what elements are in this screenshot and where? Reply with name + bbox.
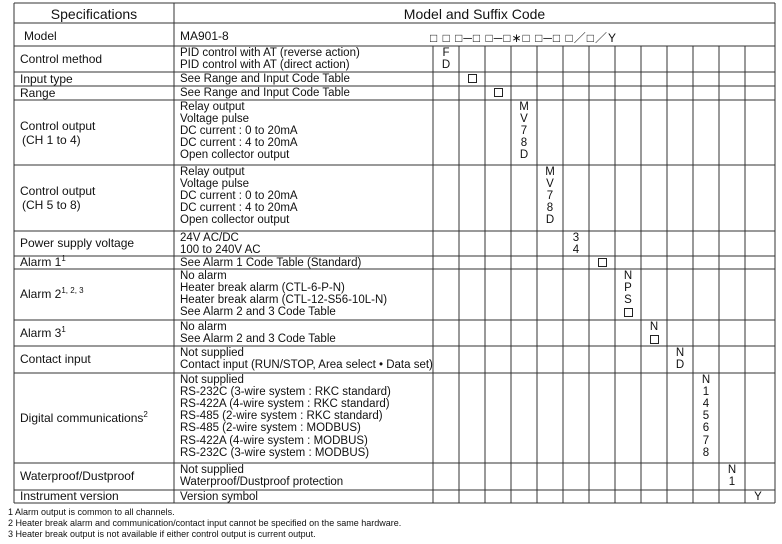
suffix-code: M	[519, 101, 529, 113]
suffix-code: D	[545, 214, 555, 227]
spec-option: Open collector output	[180, 214, 290, 227]
suffix-code: 5	[702, 410, 710, 423]
spec-label-sub: (CH 5 to 8)	[22, 198, 81, 212]
spec-option: PID control with AT (direct action)	[180, 59, 350, 72]
suffix-code: S	[624, 294, 632, 307]
spec-label: Range	[20, 85, 56, 100]
spec-option: Voltage pulse	[180, 178, 250, 191]
spec-label-sub: (CH 1 to 4)	[22, 132, 81, 147]
suffix-code: F	[442, 47, 450, 59]
footnote: 2 Heater break alarm and communication/contact input cannot be specified on the same hardware.	[8, 518, 402, 528]
spec-option: Not supplied	[180, 347, 244, 359]
spec-option: No alarm	[180, 270, 227, 282]
spec-option: DC current : 4 to 20mA	[180, 202, 298, 215]
spec-label: Control output	[20, 118, 96, 133]
spec-option: See Range and Input Code Table	[180, 73, 350, 85]
spec-option: Open collector output	[180, 149, 290, 162]
suffix-code	[465, 73, 479, 85]
spec-option: RS-485 (2-wire system : MODBUS)	[180, 422, 361, 435]
suffix-code: 7	[702, 434, 710, 447]
spec-label: Alarm $3^1$	[20, 324, 66, 340]
suffix-code: 6	[702, 422, 710, 435]
suffix-code	[595, 257, 609, 269]
suffix-code: N	[675, 347, 685, 359]
placeholder-box-icon	[494, 88, 503, 97]
spec-option: Contact input (RUN/STOP, Area select • Data set)	[180, 359, 433, 372]
spec-option: See Alarm 1 Code Table (Standard)	[180, 257, 362, 269]
suffix-code: D	[441, 59, 451, 72]
spec-option: DC current : 0 to 20mA	[180, 125, 298, 138]
spec-label: Instrument version	[20, 489, 119, 503]
placeholder-box-icon	[468, 74, 477, 83]
spec-option: Relay output	[180, 101, 245, 113]
spec-label: Waterproof/Dustproof	[20, 469, 135, 483]
spec-option: Waterproof/Dustproof protection	[180, 476, 344, 489]
suffix-code: D	[675, 359, 685, 372]
header-model-suffix: Model and Suffix Code	[403, 6, 546, 22]
footnote-ref: 1, 2, 3	[61, 286, 84, 295]
spec-label: Control output	[20, 184, 96, 198]
suffix-code: 1	[702, 386, 710, 399]
model-label: Model	[24, 29, 57, 43]
spec-option: Version symbol	[180, 491, 258, 503]
suffix-code: N	[623, 270, 633, 282]
spec-label: Power supply voltage	[20, 236, 135, 250]
spec-label: Control method	[20, 51, 103, 66]
spec-option: PID control with AT (reverse action)	[180, 47, 360, 59]
suffix-code: 8	[546, 202, 554, 215]
suffix-code: P	[624, 282, 632, 295]
spec-option: Heater break alarm (CTL-6-P-N)	[180, 282, 345, 295]
suffix-code: N	[649, 321, 659, 333]
footnote-ref: 2	[143, 409, 148, 419]
placeholder-box-icon	[624, 308, 633, 317]
footnote: 1 Alarm output is common to all channels.	[8, 507, 175, 517]
suffix-code: M	[545, 166, 555, 178]
spec-option: See Alarm 2 and 3 Code Table	[180, 306, 336, 319]
placeholder-box-icon	[598, 258, 607, 267]
spec-label: Input type	[20, 71, 73, 86]
suffix-code	[491, 87, 505, 99]
suffix-code: 4	[702, 398, 710, 411]
placeholder-box-icon	[650, 335, 659, 344]
spec-option: See Range and Input Code Table	[180, 87, 350, 99]
spec-option: Not supplied	[180, 464, 244, 476]
footnote-ref: 1	[61, 254, 66, 263]
suffix-code: 7	[546, 190, 554, 203]
suffix-code: 1	[728, 476, 736, 489]
suffix-code: 4	[572, 244, 580, 257]
suffix-pattern: □ □ □─□ □─□∗□ □─□ □／□／Y	[430, 31, 617, 45]
spec-label: Alarm $1^1$	[20, 254, 66, 269]
spec-option: See Alarm 2 and 3 Code Table	[180, 333, 336, 346]
spec-option: RS-232C (3-wire system : MODBUS)	[180, 446, 370, 459]
spec-label: Contact input	[20, 352, 91, 366]
spec-option: RS-485 (2-wire system : RKC standard)	[180, 410, 383, 423]
header-specifications: Specifications	[50, 6, 138, 22]
suffix-code: V	[546, 178, 554, 191]
spec-option: RS-422A (4-wire system : MODBUS)	[180, 434, 368, 447]
spec-option: DC current : 4 to 20mA	[180, 137, 298, 150]
suffix-code: 3	[572, 232, 580, 244]
spec-option: Voltage pulse	[180, 113, 250, 126]
spec-option: Not supplied	[180, 374, 244, 386]
spec-option: DC current : 0 to 20mA	[180, 190, 298, 203]
suffix-code: V	[520, 113, 528, 126]
suffix-code: 8	[702, 446, 710, 459]
spec-label: Digital communications$^2$	[20, 409, 148, 425]
spec-label: Alarm 2$^{1, 2, 3}$	[20, 286, 84, 301]
suffix-code: N	[701, 374, 711, 386]
suffix-code: D	[519, 149, 529, 162]
suffix-code: 7	[520, 125, 528, 138]
suffix-code	[621, 306, 635, 318]
footnote-ref: 1	[61, 324, 66, 334]
spec-option: RS-422A (4-wire system : RKC standard)	[180, 398, 390, 411]
suffix-code	[647, 333, 661, 345]
model-value: MA901-8	[180, 29, 229, 43]
suffix-code: 8	[520, 137, 528, 150]
spec-option: RS-232C (3-wire system : RKC standard)	[180, 386, 391, 399]
suffix-code: N	[727, 464, 737, 476]
spec-option: No alarm	[180, 321, 227, 333]
spec-option: 100 to 240V AC	[180, 244, 261, 257]
spec-option: Heater break alarm (CTL-12-S56-10L-N)	[180, 294, 388, 307]
spec-option: 24V AC/DC	[180, 232, 239, 244]
suffix-code: Y	[754, 491, 762, 503]
spec-option: Relay output	[180, 166, 245, 178]
footnote: 3 Heater break output is not available if either control output is current output.	[8, 529, 316, 539]
